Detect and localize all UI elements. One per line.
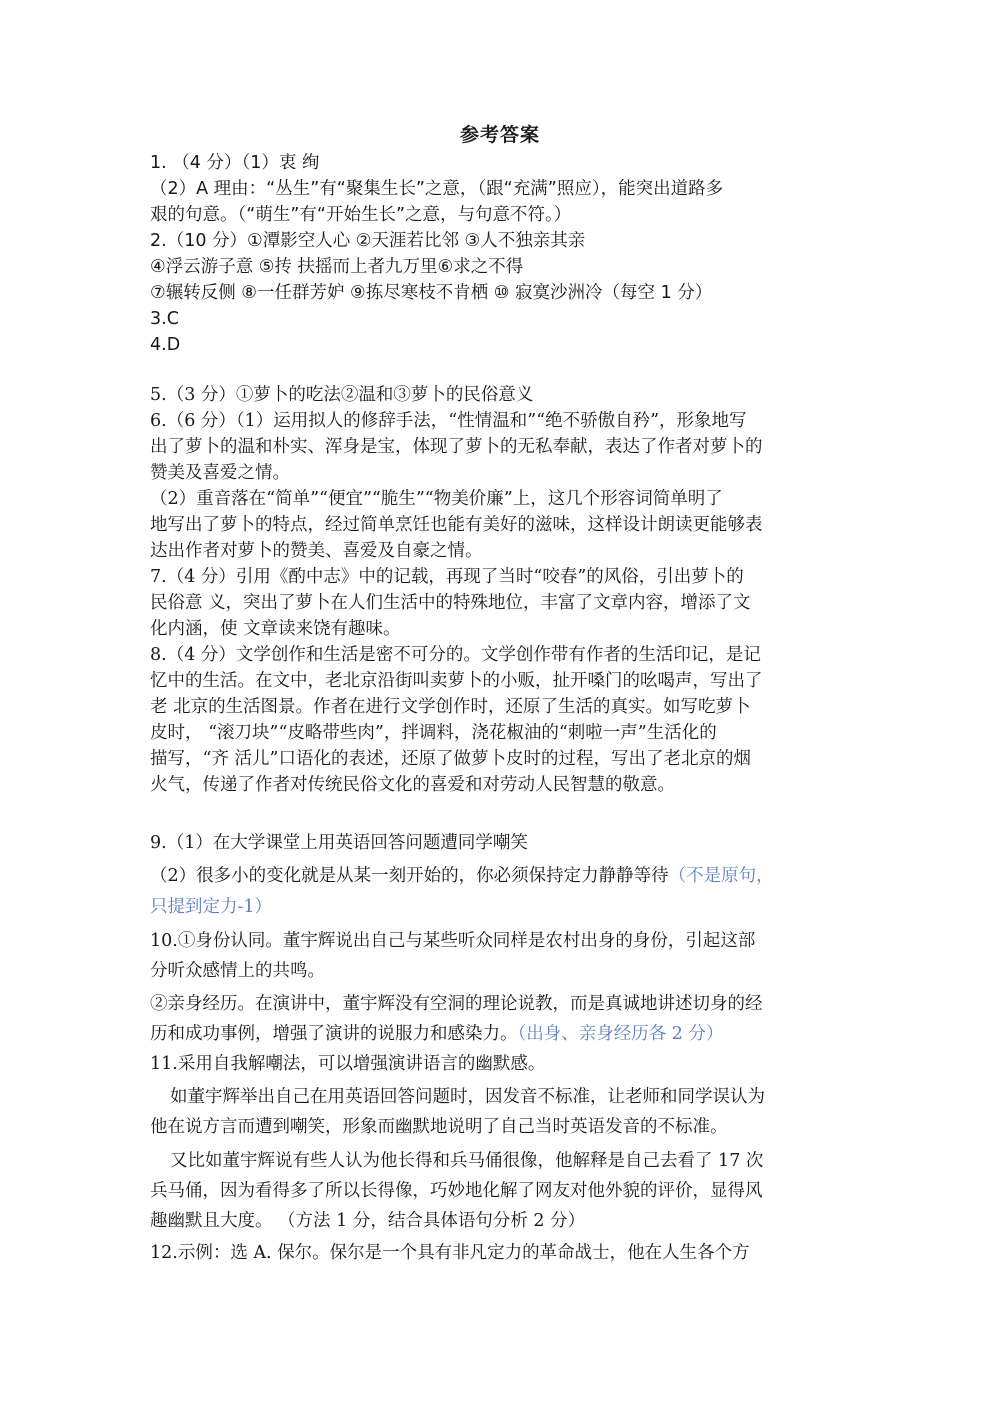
text-line: 4.D [150, 335, 181, 355]
text-line: 10.①身份认同。董宇辉说出自己与某些听众同样是农村出身的身份，引起这部 [150, 931, 756, 951]
text-line: 3.C [150, 309, 179, 329]
text-line: 2.（10 分）①潭影空人心 ②天涯若比邻 ③人不独亲其亲 [150, 231, 586, 251]
page-title: 参考答案 [459, 124, 540, 146]
grading-note: 只提到定力-1） [150, 897, 273, 917]
text-line: 1. （4 分）（1）衷 绚 [150, 153, 320, 173]
text-line: 民俗意 义，突出了萝卜在人们生活中的特殊地位，丰富了文章内容，增添了文 [150, 593, 751, 613]
text-line: 老 北京的生活图景。作者在进行文学创作时，还原了生活的真实。如写吃萝卜 [150, 697, 751, 717]
text-line: 趣幽默且大度。 （方法 1 分，结合具体语句分析 2 分） [150, 1211, 586, 1231]
text-line: 艰的句意。（“萌生”有“开始生长”之意，与句意不符。） [150, 205, 572, 225]
text-line: 8.（4 分）文学创作和生活是密不可分的。文学创作带有作者的生活印记，是记 [150, 645, 761, 665]
text-line: 11.采用自我解嘲法，可以增强演讲语言的幽默感。 [150, 1054, 546, 1074]
text-line: 化内涵，使 文章读来饶有趣味。 [150, 619, 401, 639]
text-line: 达出作者对萝卜的赞美、喜爱及自豪之情。 [150, 541, 483, 561]
text-line: 如董宇辉举出自己在用英语回答问题时，因发音不标准，让老师和同学误认为 [170, 1087, 765, 1107]
text-line: 忆中的生活。在文中，老北京沿街叫卖萝卜的小贩，扯开嗓门的吆喝声，写出了 [150, 671, 763, 691]
answer-text: （2）很多小的变化就是从某一刻开始的，你必须保持定力静静等待 [150, 866, 669, 886]
text-line: 12.示例：选 A. 保尔。保尔是一个具有非凡定力的革命战士，他在人生各个方 [150, 1243, 750, 1263]
text-line: 出了萝卜的温和朴实、浑身是宝，体现了萝卜的无私奉献，表达了作者对萝卜的 [150, 437, 763, 457]
grading-note: （出身、亲身经历各 2 分） [517, 1024, 724, 1044]
text-line: ④浮云游子意 ⑤抟 扶摇而上者九万里⑥求之不得 [150, 257, 524, 277]
text-line: 7.（4 分）引用《酌中志》中的记载，再现了当时“咬春”的风俗，引出萝卜的 [150, 567, 744, 587]
text-line: 又比如董宇辉说有些人认为他长得和兵马俑很像，他解释是自己去看了 17 次 [170, 1151, 764, 1171]
text-line: 赞美及喜爱之情。 [150, 463, 290, 483]
text-line [150, 863, 774, 889]
text-line: 皮时， “滚刀块”“皮略带些肉”，拌调料，浇花椒油的“刺啦一声”生活化的 [150, 723, 717, 743]
text-line: 地写出了萝卜的特点，经过简单烹饪也能有美好的滋味，这样设计朗读更能够表 [150, 515, 763, 535]
text-line: （2）重音落在“简单”“便宜”“脆生”“物美价廉”上，这几个形容词简单明了 [150, 489, 723, 509]
text-line: ②亲身经历。在演讲中，董宇辉没有空洞的理论说教，而是真诚地讲述切身的经 [150, 994, 763, 1014]
text-line: 分听众感情上的共鸣。 [150, 961, 325, 981]
text-line: （2）A 理由：“丛生”有“聚集生长”之意，（跟“充满”照应），能突出道路多 [150, 179, 724, 199]
text-line: 火气，传递了作者对传统民俗文化的喜爱和对劳动人民智慧的敬意。 [150, 775, 675, 795]
text-line: 6.（6 分）（1）运用拟人的修辞手法，“性情温和”“绝不骄傲自矜”，形象地写 [150, 411, 747, 431]
text-line: 兵马俑，因为看得多了所以长得像，巧妙地化解了网友对他外貌的评价，显得风 [150, 1181, 763, 1201]
text-line: 5.（3 分）①萝卜的吃法②温和③萝卜的民俗意义 [150, 385, 534, 405]
text-line: 描写，“齐 活儿”口语化的表述，还原了做萝卜皮时的过程，写出了老北京的烟 [150, 749, 751, 769]
text-line: ⑦辗转反侧 ⑧一任群芳妒 ⑨拣尽寒枝不肯栖 ⑩ 寂寞沙洲冷（每空 1 分） [150, 283, 713, 303]
answer-text: 历和成功事例，增强了演讲的说服力和感染力。 [150, 1024, 518, 1044]
text-line [150, 1021, 724, 1047]
grading-note: （不是原句， [668, 866, 774, 886]
text-line: 他在说方言而遭到嘲笑，形象而幽默地说明了自己当时英语发音的不标准。 [150, 1117, 728, 1137]
text-line: 9.（1）在大学课堂上用英语回答问题遭同学嘲笑 [150, 833, 528, 853]
